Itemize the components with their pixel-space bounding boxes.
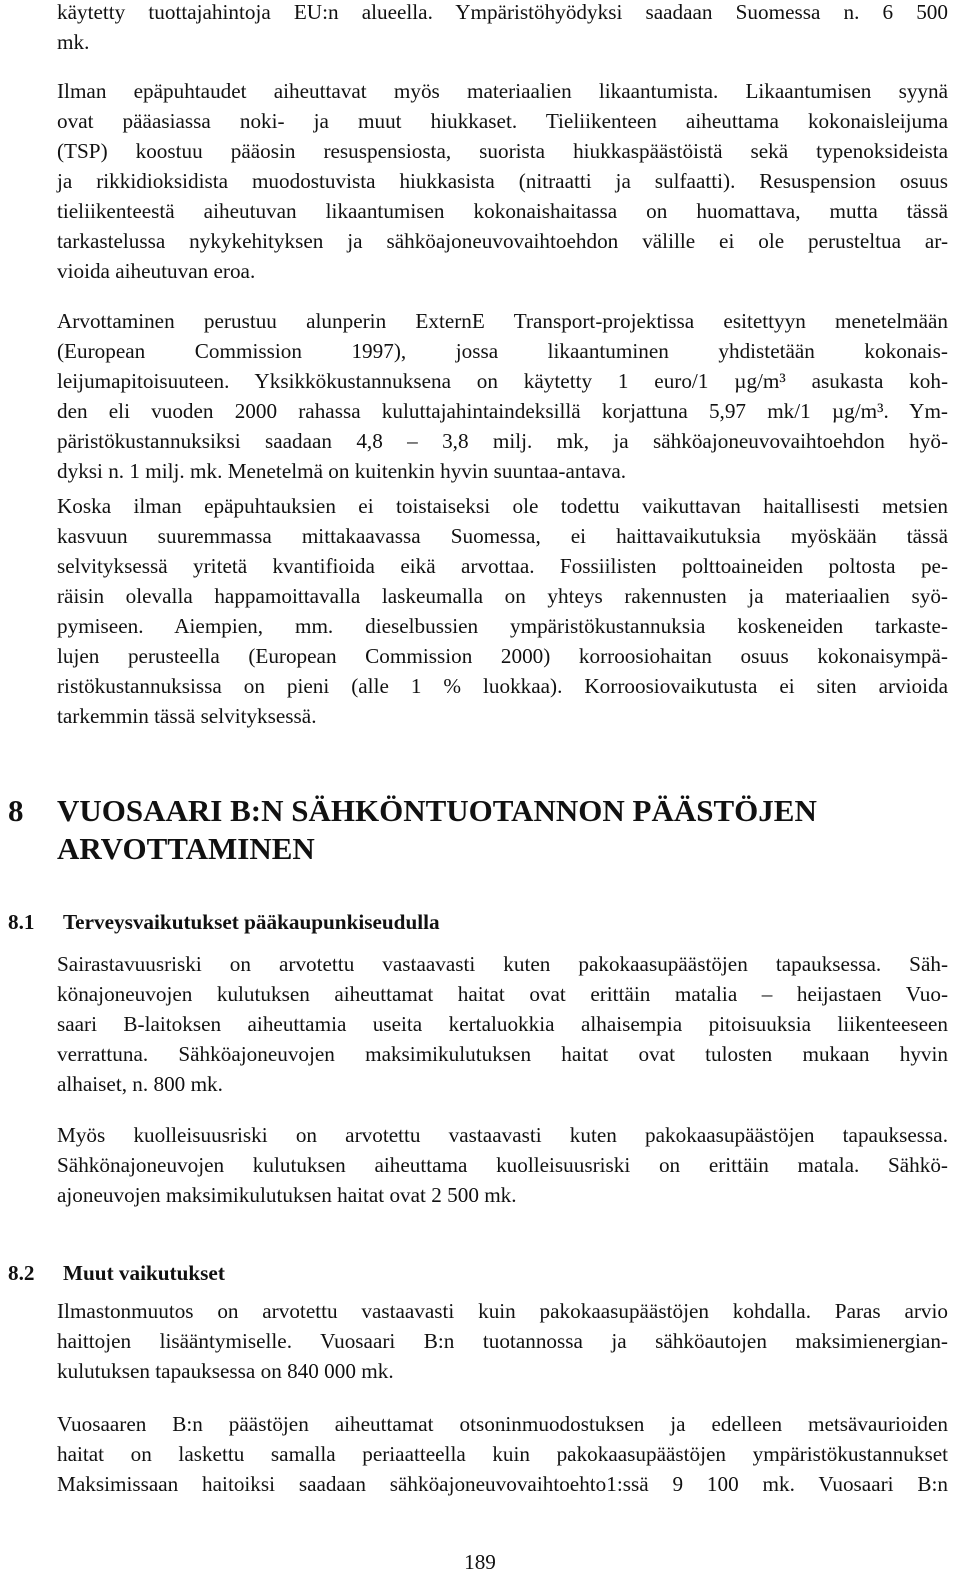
text-line: kulutuksen tapauksessa on 840 000 mk. [57,1359,394,1383]
text-line: tarkastelussa nykykehityksen ja sähköajoneuvovaihtoehdon välille ei ole perusteltua ar- [57,229,948,253]
text-line: pymiseen. Aiempien, mm. dieselbussien ympäristökustannuksia koskeneiden tarkaste- [57,614,948,638]
page-number: 189 [464,1550,496,1574]
text-line: ja rikkidioksidista muodostuvista hiukkasista (nitraatti ja sulfaatti). Resuspension osuus [57,169,948,193]
text-line: päristökustannuksiksi saadaan 4,8 – 3,8 milj. mk, ja sähköajoneuvovaihtoehdon hyö- [57,429,948,453]
text-line: alhaiset, n. 800 mk. [57,1072,223,1096]
section-title [57,792,917,868]
paragraph [57,0,948,57]
text-line: Arvottaminen perustuu alunperin ExternE Transport-projektissa esitettyyn menetelmään [57,309,948,333]
section-title-line: ARVOTTAMINEN [57,831,315,866]
text-line: verrattuna. Sähköajoneuvojen maksimikulutuksen haitat ovat tulosten mukaan hyvin [57,1042,948,1066]
text-line: Maksimissaan haitoiksi saadaan sähköajoneuvovaihtoehto1:ssä 9 100 mk. Vuosaari B:n [57,1472,948,1496]
paragraph [57,1120,948,1210]
text-line: den eli vuoden 2000 rahassa kuluttajahintaindeksillä korjattuna 5,97 mk/1 µg/m³. Ym- [57,399,948,423]
section-number: 8 [8,793,24,828]
text-line: ovat pääasiassa noki- ja muut hiukkaset. Tieliikenteen aiheuttama kokonaisleijuma [57,109,948,133]
text-line: selvityksessä yritetä kvantifioida eikä arvottaa. Fossiilisten polttoaineiden poltosta pe- [57,554,948,578]
text-line: Sähkönajoneuvojen kulutuksen aiheuttama kuolleisuusriski on erittäin matala. Sähkö- [57,1153,948,1177]
text-line: Vuosaaren B:n päästöjen aiheuttamat otsoninmuodostuksen ja edelleen metsävaurioiden [57,1412,948,1436]
text-line: Ilman epäpuhtaudet aiheuttavat myös materiaalien likaantumista. Likaantumisen syynä [57,79,948,103]
text-line: tarkemmin tässä selvityksessä. [57,704,317,728]
text-line: könajoneuvojen kulutuksen aiheuttamat haitat ovat erittäin matalia – heijastaen Vuo- [57,982,948,1006]
text-line: (TSP) koostuu pääosin resuspensiosta, suorista hiukkaspäästöistä sekä typenoksideista [57,139,948,163]
text-line: saari B-laitoksen aiheuttamia useita kertaluokkia alhaisempia pitoisuuksia liikenteeseen [57,1012,948,1036]
paragraph [57,1409,948,1499]
text-line: Koska ilman epäpuhtauksien ei toistaiseksi ole todettu vaikuttavan haitallisesti metsien [57,494,948,518]
text-line: kasvuun suuremmassa mittakaavassa Suomessa, ei haittavaikutuksia myöskään tässä [57,524,948,548]
text-line: haittojen lisääntymiselle. Vuosaari B:n tuotannossa ja sähköautojen maksimienergian- [57,1329,948,1353]
subsection-title: Muut vaikutukset [63,1261,225,1285]
text-line: räisin olevalla happamoittavalla laskeumalla on yhteys rakennusten ja materiaalien syö- [57,584,948,608]
subsection-number: 8.2 [8,1261,35,1285]
subsection-number: 8.1 [8,910,35,934]
text-line: leijumapitoisuuteen. Yksikkökustannuksena on käytetty 1 euro/1 µg/m³ asukasta koh- [57,369,948,393]
text-line: Ilmastonmuutos on arvotettu vastaavasti kuin pakokaasupäästöjen kohdalla. Paras arvio [57,1299,948,1323]
text-line: (European Commission 1997), jossa likaantuminen yhdistetään kokonais- [57,339,948,363]
text-line: tieliikenteestä aiheutuvan likaantumisen kokonaishaitassa on huomattava, mutta tässä [57,199,948,223]
text-line: ajoneuvojen maksimikulutuksen haitat ovat 2 500 mk. [57,1183,517,1207]
text-line: Sairastavuusriski on arvotettu vastaavasti kuten pakokaasupäästöjen tapauksessa. Säh- [57,952,948,976]
text-line: haitat on laskettu samalla periaatteella kuin pakokaasupäästöjen ympäristökustannukset [57,1442,948,1466]
paragraph [57,1296,948,1386]
subsection-title: Terveysvaikutukset pääkaupunkiseudulla [63,910,440,934]
paragraph [57,306,948,486]
text-line: lujen perusteella (European Commission 2000) korroosiohaitan osuus kokonaisympä- [57,644,948,668]
paragraph [57,949,948,1099]
section-title-line: VUOSAARI B:N SÄHKÖNTUOTANNON PÄÄSTÖJEN [57,793,817,828]
text-line: dyksi n. 1 milj. mk. Menetelmä on kuitenkin hyvin suuntaa-antava. [57,459,627,483]
paragraph [57,76,948,286]
paragraph [57,491,948,731]
text-line: vioida aiheutuvan eroa. [57,259,256,283]
text-line: ristökustannuksissa on pieni (alle 1 % luokkaa). Korroosiovaikutusta ei siten arvioida [57,674,948,698]
text-line: käytetty tuottajahintoja EU:n alueella. Ympäristöhyödyksi saadaan Suomessa n. 6 500 [57,0,948,24]
text-line: Myös kuolleisuusriski on arvotettu vastaavasti kuten pakokaasupäästöjen tapauksessa. [57,1123,948,1147]
text-line: mk. [57,30,90,54]
